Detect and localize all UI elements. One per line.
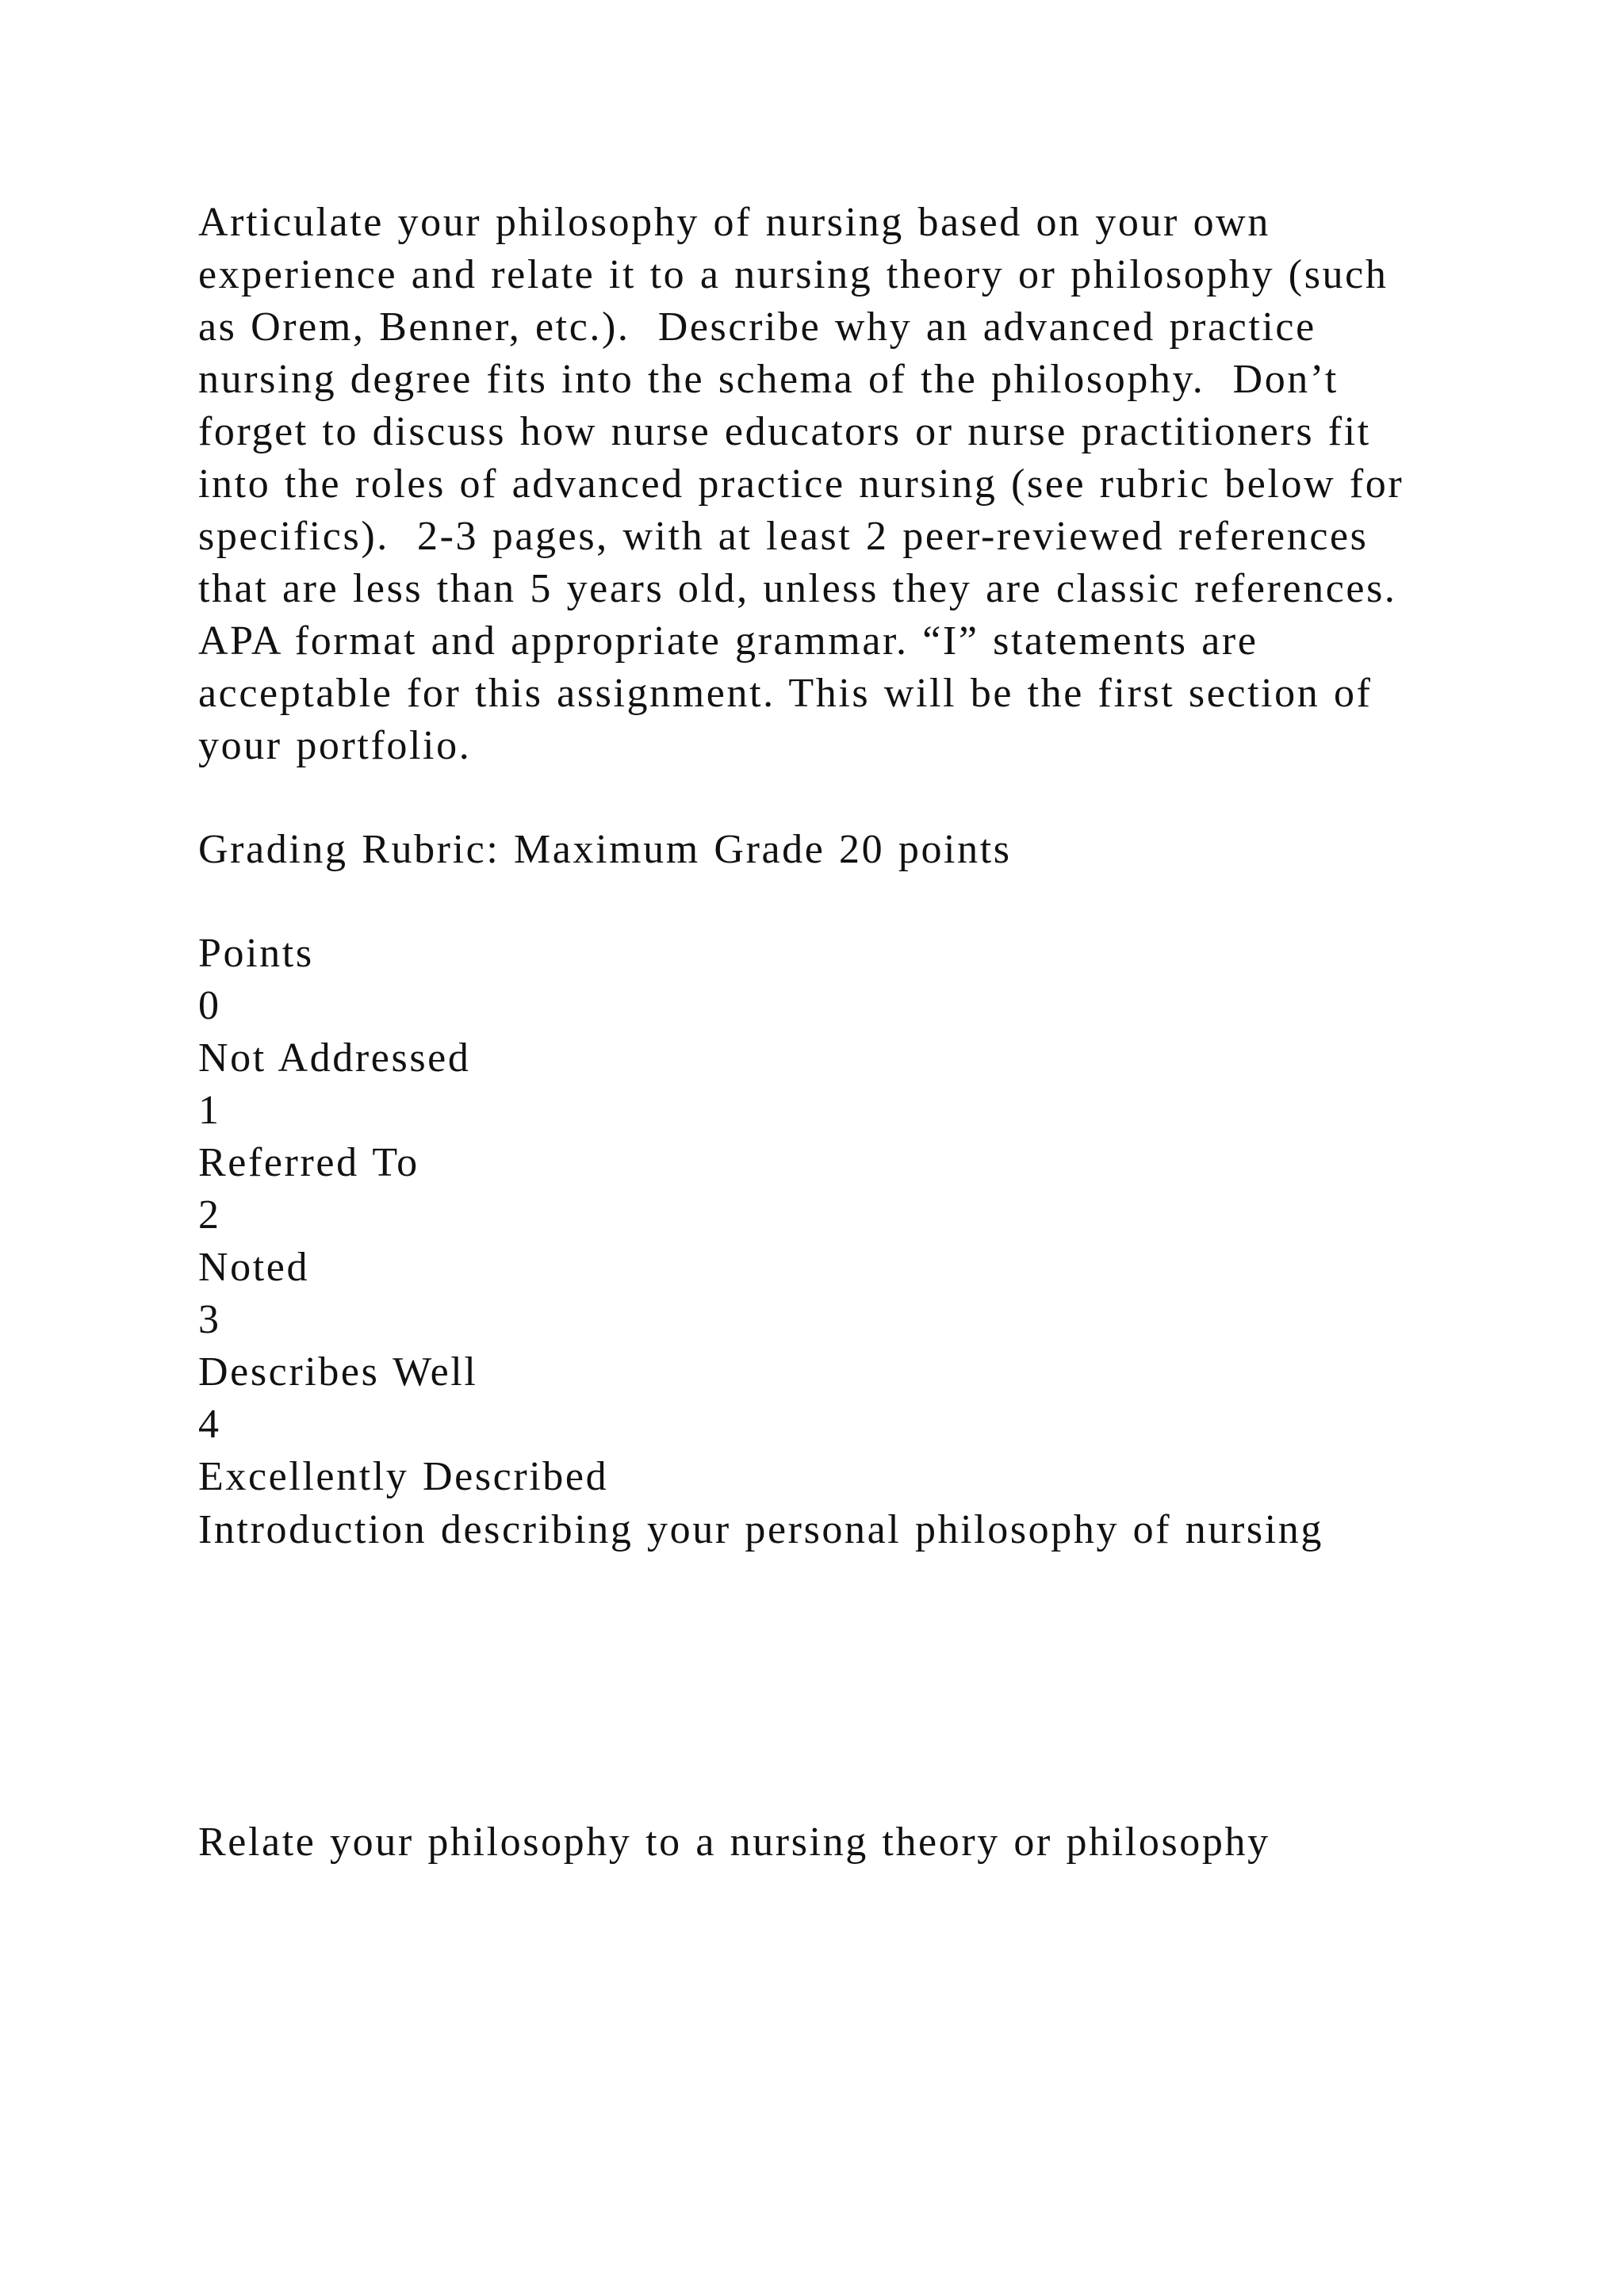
criterion-text: Introduction describing your personal philosophy of nursing [198, 1507, 1323, 1552]
points-value: 4 [198, 1402, 221, 1447]
criterion-text: Relate your philosophy to a nursing theory or philosophy [198, 1820, 1270, 1865]
points-header: Points [198, 931, 314, 976]
instruction-line: your portfolio. [198, 723, 472, 768]
points-level-label: Referred To [198, 1140, 419, 1185]
points-level-label: Excellently Described [198, 1454, 609, 1499]
instruction-line: specifics). 2-3 pages, with at least 2 peer-reviewed references [198, 514, 1369, 559]
rubric-heading [198, 824, 1515, 876]
rubric-criterion [198, 1816, 1515, 1869]
points-scale [198, 928, 1515, 1503]
points-level-label: Describes Well [198, 1349, 478, 1395]
rubric-criterion [198, 1504, 1515, 1556]
instruction-line: Articulate your philosophy of nursing based on your own [198, 200, 1270, 245]
points-level-label: Noted [198, 1245, 310, 1290]
instruction-line: nursing degree fits into the schema of the philosophy. Don’t [198, 357, 1339, 402]
points-value: 2 [198, 1192, 221, 1238]
instruction-line: as Orem, Benner, etc.). Describe why an advanced practice [198, 304, 1316, 350]
rubric-title: Grading Rubric: Maximum Grade 20 points [198, 827, 1012, 872]
points-value: 3 [198, 1297, 221, 1342]
instruction-line: that are less than 5 years old, unless they are classic references. [198, 566, 1397, 611]
instruction-line: forget to discuss how nurse educators or nurse practitioners fit [198, 409, 1371, 454]
instruction-line: APA format and appropriate grammar. “I” statements are [198, 618, 1258, 664]
points-value: 1 [198, 1088, 221, 1133]
points-value: 0 [198, 983, 221, 1028]
assignment-instructions [198, 197, 1515, 772]
points-level-label: Not Addressed [198, 1035, 471, 1081]
instruction-line: acceptable for this assignment. This will be the first section of [198, 671, 1373, 716]
instruction-line: into the roles of advanced practice nursing (see rubric below for [198, 461, 1404, 507]
instruction-line: experience and relate it to a nursing theory or philosophy (such [198, 252, 1388, 297]
